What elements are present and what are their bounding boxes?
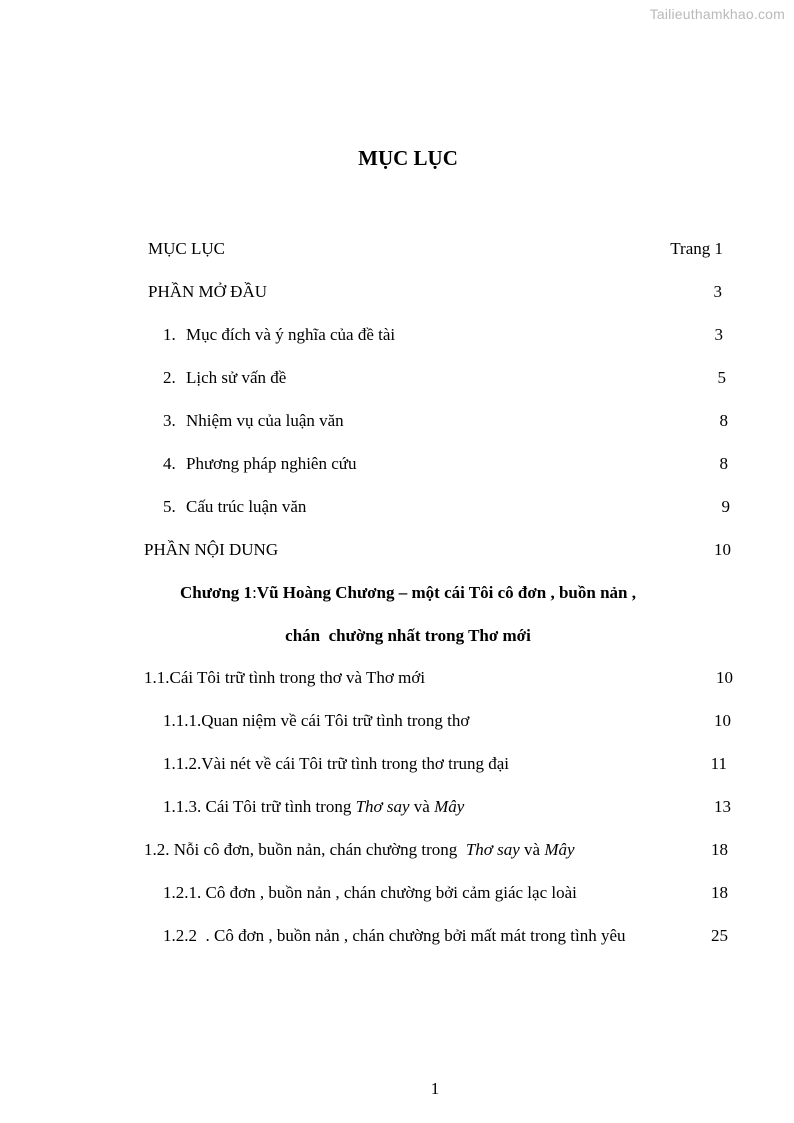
- toc-page-muc-luc: Trang 1: [670, 239, 723, 258]
- toc-entry-intro-4: [163, 454, 356, 474]
- page-number: 1: [430, 1079, 440, 1098]
- toc-entry-1-1-3: [163, 797, 464, 817]
- toc-page-intro-4: 8: [719, 454, 728, 473]
- work-title-tho-say: Thơ say: [465, 840, 520, 859]
- toc-entry-1-1: 1.1.Cái Tôi trữ tình trong thơ và Thơ mới: [144, 668, 426, 687]
- item-label: Mục đích và ý nghĩa của đề tài: [186, 325, 396, 344]
- chapter-prefix: Chương 1: [180, 583, 253, 602]
- toc-entry-intro-5: [163, 497, 306, 517]
- entry-text: 1.1.3. Cái Tôi trữ tình trong: [163, 797, 356, 816]
- work-title-may: Mây: [434, 797, 465, 816]
- toc-entry-phan-noi-dung: PHẦN NỘI DUNG: [144, 540, 279, 559]
- toc-page-1-2-2: 25: [711, 926, 728, 945]
- entry-text: và: [519, 840, 545, 859]
- toc-entry-phan-mo-dau: PHẦN MỞ ĐẦU: [148, 282, 268, 301]
- chapter-1-heading-line-1: [0, 583, 794, 603]
- toc-entry-intro-1: [163, 325, 395, 345]
- work-title-tho-say: Thơ say: [355, 797, 410, 816]
- toc-page-1-1-2: 11: [710, 754, 727, 773]
- chapter-title: Vũ Hoàng Chương – một cái Tôi cô đơn , buồn nản ,: [256, 583, 636, 602]
- watermark: Tailieuthamkhao.com: [649, 6, 785, 22]
- item-number: 2.: [163, 368, 176, 387]
- toc-entry-1-1-2: 1.1.2.Vài nét về cái Tôi trữ tình trong thơ trung đại: [163, 754, 510, 773]
- toc-page-intro-1: 3: [714, 325, 723, 344]
- entry-text: 1.2. Nỗi cô đơn, buồn nản, chán chường trong: [144, 840, 466, 859]
- toc-entry-intro-2: [163, 368, 286, 388]
- toc-page-1-1-3: 13: [714, 797, 731, 816]
- toc-entry-muc-luc: MỤC LỤC: [148, 239, 225, 258]
- toc-page-1-1: 10: [716, 668, 733, 687]
- toc-page-1-2-1: 18: [711, 883, 728, 902]
- work-title-may: Mây: [544, 840, 575, 859]
- toc-page-1-1-1: 10: [714, 711, 731, 730]
- chapter-1-heading-line-2: chán chường nhất trong Thơ mới: [285, 626, 531, 645]
- item-label: Phương pháp nghiên cứu: [186, 454, 357, 473]
- toc-entry-intro-3: [163, 411, 344, 431]
- item-number: 1.: [163, 325, 176, 344]
- item-label: Lịch sử vấn đề: [186, 368, 287, 387]
- item-number: 3.: [163, 411, 176, 430]
- toc-page-intro-5: 9: [721, 497, 730, 516]
- toc-entry-1-2-1: 1.2.1. Cô đơn , buồn nản , chán chường bởi cảm giác lạc loài: [163, 883, 577, 902]
- toc-page-intro-3: 8: [719, 411, 728, 430]
- entry-text: và: [409, 797, 435, 816]
- toc-page-1-2: 18: [711, 840, 728, 859]
- toc-page-intro-2: 5: [717, 368, 726, 387]
- item-label: Cấu trúc luận văn: [186, 497, 307, 516]
- item-label: Nhiệm vụ của luận văn: [186, 411, 344, 430]
- toc-entry-1-2: [144, 840, 575, 860]
- page-title: MỤC LỤC: [358, 146, 458, 170]
- toc-entry-1-2-2: 1.2.2 . Cô đơn , buồn nản , chán chường bởi mất mát trong tình yêu: [163, 926, 626, 945]
- chapter-separator: :: [252, 583, 257, 602]
- toc-entry-1-1-1: 1.1.1.Quan niệm về cái Tôi trữ tình trong thơ: [163, 711, 470, 730]
- item-number: 4.: [163, 454, 176, 473]
- item-number: 5.: [163, 497, 176, 516]
- toc-page-phan-mo-dau: 3: [713, 282, 722, 301]
- toc-page-phan-noi-dung: 10: [714, 540, 731, 559]
